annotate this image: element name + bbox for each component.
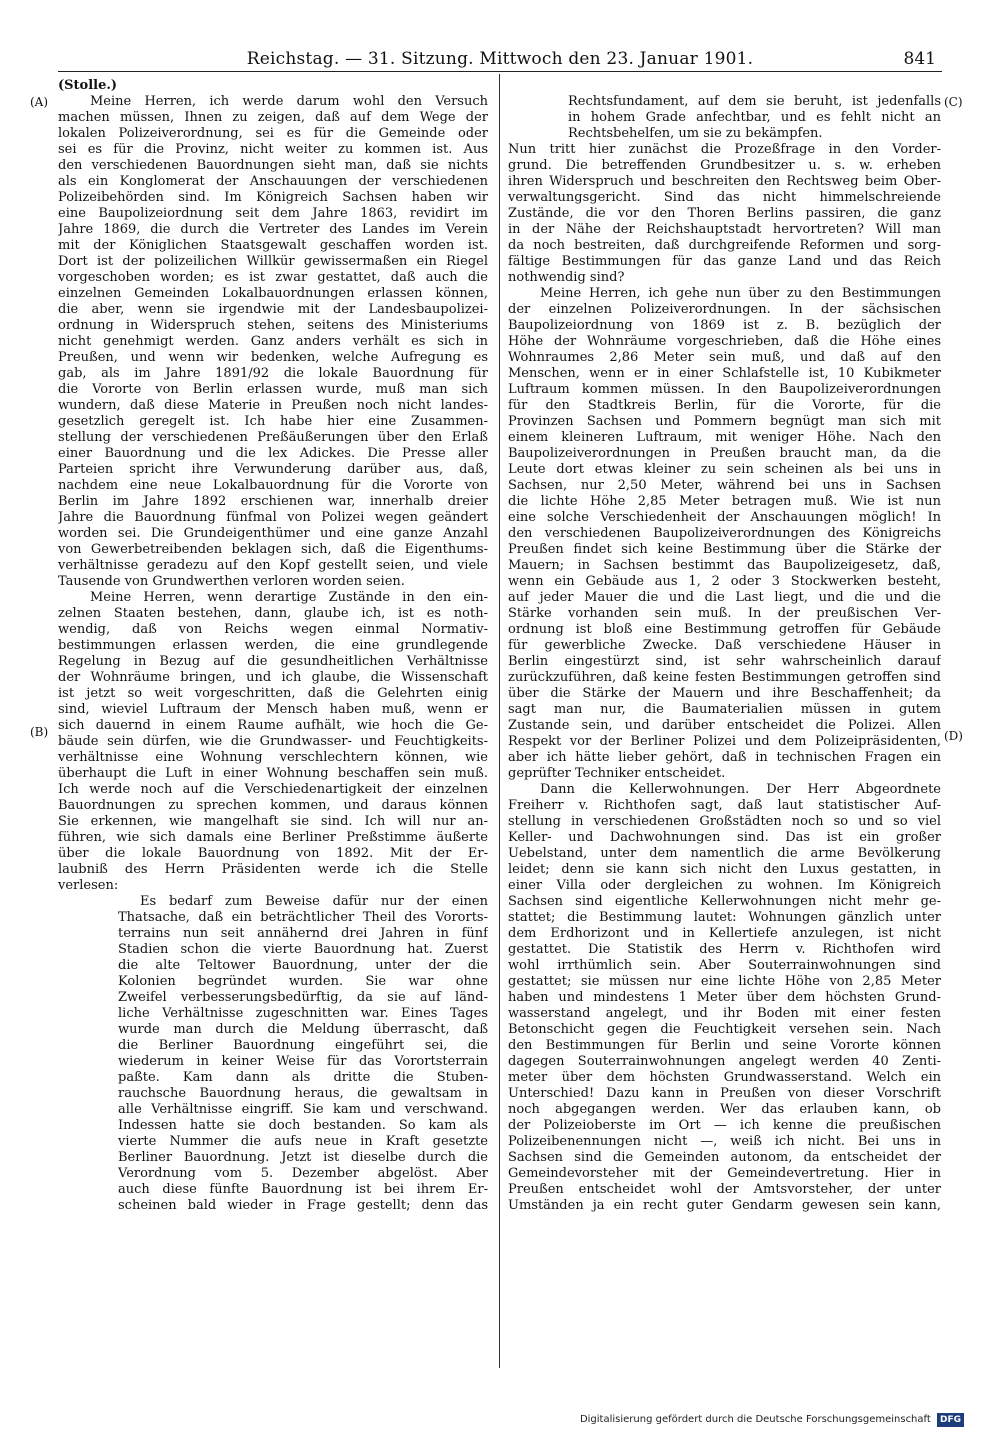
text-line: gab, als im Jahre 1891/92 die lokale Bauordnung für	[58, 366, 488, 381]
text-line: meter über dem höchsten Grundwasserstand. Welch ein	[508, 1070, 941, 1085]
text-line: bestimmungen erlassen werden, die eine grundlegende	[58, 638, 488, 653]
text-line: die lichte Höhe 2,85 Meter betragen muß. Wie ist nun	[508, 494, 941, 509]
text-line: Polizeibehörden sind. Im Königreich Sachsen haben wir	[58, 190, 488, 205]
text-line: wendig, daß von Reichs wegen einmal Normativ-	[58, 622, 488, 637]
text-line: Jahre die Bauordnung fünfmal von Polizei wegen geändert	[58, 510, 488, 525]
text-line: Parteien spricht ihre Verwunderung darüber aus, daß,	[58, 462, 488, 477]
text-line: Unterschied! Dazu kann in Preußen von dieser Vorschrift	[508, 1086, 941, 1101]
text-line: Es bedarf zum Beweise dafür nur der einen	[140, 894, 488, 909]
text-line: eine Baupolizeiordnung seit dem Jahre 1863, revidirt im	[58, 206, 488, 221]
text-line: in der Nähe der Reichshauptstadt hervortreten? Will man	[508, 222, 941, 237]
text-line: Thatsache, daß ein beträchtlicher Theil des Vororts-	[118, 910, 488, 925]
margin-mark-d: (D)	[944, 729, 963, 743]
text-line: Berlin im Jahre 1892 erschienen war, innerhalb dreier	[58, 494, 488, 509]
text-line: leidet; denn sie kann sich nicht den Luxus gestatten, in	[508, 862, 941, 877]
text-line: Keller- und Dachwohnungen sind. Das ist ein großer	[508, 830, 941, 845]
text-line: Respekt vor der Berliner Polizei und dem Polizeipräsidenten,	[508, 734, 941, 749]
text-line: bäude sein dürfen, wie die Grundwasser- und Feuchtigkeits-	[58, 734, 488, 749]
text-line: Baupolizeiverordnungen in Preußen braucht man, da die	[508, 446, 941, 461]
text-line: wohl irrthümlich sein. Aber Souterrainwohnungen sind	[508, 958, 941, 973]
text-line: die aber, wenn sie irgendwie mit der Landesbaupolizei-	[58, 302, 488, 317]
text-line: laubniß des Herrn Präsidenten werde ich die Stelle	[58, 862, 488, 877]
column-divider	[499, 74, 500, 1368]
text-line: ihren Widerspruch und beschreiten den Rechtsweg beim Ober-	[508, 174, 941, 189]
text-line: scheinen bald wieder in Frage gestellt; denn das	[118, 1198, 488, 1213]
text-line: grund. Die betreffenden Grundbesitzer u. s. w. erheben	[508, 158, 941, 173]
text-line: noch abgegangen werden. Wer das erlauben kann, ob	[508, 1102, 941, 1117]
text-line: Betonschicht gegen die Feuchtigkeit versehen sein. Nach	[508, 1022, 941, 1037]
text-line: terrains nun seit annähernd drei Jahren in fünf	[118, 926, 488, 941]
text-line: sagt man nur, die Baumaterialien müssen in gutem	[508, 702, 941, 717]
text-line: zurückzuführen, daß keine festen Bestimmungen getroffen sind	[508, 670, 941, 685]
text-line: Zustande sein, und darüber entscheidet die Polizei. Allen	[508, 718, 941, 733]
text-line: verhältnisse geradezu auf den Kopf gestellt seien, und viele	[58, 558, 488, 573]
text-line: lokalen Polizeiverordnung, sei es für die Gemeinde oder	[58, 126, 488, 141]
text-line: haben und mindestens 1 Meter über dem höchsten Grund-	[508, 990, 941, 1005]
text-line: ordnung ist bloß eine Bestimmung getroffen für Gebäude	[508, 622, 941, 637]
left-column	[58, 78, 488, 1214]
text-line: wundern, daß diese Materie in Preußen noch nicht landes-	[58, 398, 488, 413]
text-line: wasserstand angelegt, und ihr Boden mit einer festen	[508, 1006, 941, 1021]
text-line: Freiherr v. Richthofen sagt, daß laut statistischer Auf-	[508, 798, 941, 813]
text-line: Rechtsfundament, auf dem sie beruht, ist jedenfalls	[568, 94, 941, 109]
text-line: Jahre 1869, die durch die Vertreter des Landes im Verein	[58, 222, 488, 237]
text-line: Höhe der Wohnräume vorgeschrieben, daß die Höhe eines	[508, 334, 941, 349]
text-line: Regelung in Bezug auf die gesundheitlichen Verhältnisse	[58, 654, 488, 669]
text-line: sei es für die Provinz, nicht weiter zu kommen ist. Aus	[58, 142, 488, 157]
text-line: Sachsen sind die Gemeinden autonom, da entscheidet der	[508, 1150, 941, 1165]
text-line: Wohnraumes 2,86 Meter sein muß, und daß auf den	[508, 350, 941, 365]
text-line: fältige Bestimmungen für das ganze Land und das Reich	[508, 254, 941, 269]
text-line: Provinzen Sachsen und Pommern begnügt man sich mit	[508, 414, 941, 429]
text-line: über die lokale Bauordnung von 1892. Mit der Er-	[58, 846, 488, 861]
text-line: Indessen hatte sie doch bestanden. So kam als	[118, 1118, 488, 1133]
text-line: dagegen Souterrainwohnungen angelegt werden 40 Zenti-	[508, 1054, 941, 1069]
text-line: wenn ein Gebäude aus 1, 2 oder 3 Stockwerken besteht,	[508, 574, 941, 589]
text-line: liche Verhältnisse zugeschnitten war. Eines Tages	[118, 1006, 488, 1021]
right-column	[508, 94, 941, 1214]
text-line: da noch bestreiten, daß durchgreifende Reformen und sorg-	[508, 238, 941, 253]
text-line: von Gewerbetreibenden beklagen sich, daß die Eigenthums-	[58, 542, 488, 557]
page-number: 841	[903, 49, 936, 69]
text-line: gestattet. Die Statistik des Herrn v. Richthofen wird	[508, 942, 941, 957]
text-line: Luftraum kommen müssen. In den Baupolizeiverordnungen	[508, 382, 941, 397]
text-line: Preußen findet sich keine Bestimmung über die Stärke der	[508, 542, 941, 557]
text-line: Dort ist der polizeilichen Willkür gewissermaßen ein Riegel	[58, 254, 488, 269]
text-line: Stärke vorhanden sein muß. In der preußischen Ver-	[508, 606, 941, 621]
text-line: Nun tritt hier zunächst die Prozeßfrage in den Vorder-	[508, 142, 941, 157]
text-line: verhältnisse eine Wohnung verschlechtern können, wie	[58, 750, 488, 765]
text-line: Meine Herren, ich gehe nun über zu den Bestimmungen	[540, 286, 941, 301]
text-line: die alte Teltower Bauordnung, unter der die	[118, 958, 488, 973]
text-line: dem Erdhorizont und in Kellertiefe anzulegen, ist nicht	[508, 926, 941, 941]
margin-mark-b: (B)	[30, 725, 49, 739]
speaker-label: (Stolle.)	[58, 78, 118, 93]
text-line: sind, wieviel Luftraum der Mensch haben muß, wenn er	[58, 702, 488, 717]
text-line: geprüfter Techniker entscheidet.	[508, 766, 726, 781]
text-line: Zweifel verbesserungsbedürftig, da sie auf länd-	[118, 990, 488, 1005]
text-line: einer Bauordnung und die lex Adickes. Die Presse aller	[58, 446, 488, 461]
text-line: wiederum in keiner Weise für das Vorortsterrain	[118, 1054, 488, 1069]
text-line: Ich werde noch auf die Verschiedenartigkeit der einzelnen	[58, 782, 488, 797]
text-line: vorgeschoben worden; es ist zwar gestattet, daß auch die	[58, 270, 488, 285]
dfg-logo: DFG	[937, 1413, 964, 1427]
text-line: Baupolizeiordnung von 1869 ist z. B. bezüglich der	[508, 318, 941, 333]
text-line: zelnen Staaten bestehen, dann, glaube ich, ist es noth-	[58, 606, 488, 621]
page-header	[0, 48, 1000, 70]
text-line: worden sei. Die Grundeigenthümer und eine ganze Anzahl	[58, 526, 488, 541]
text-line: einem kleineren Luftraum, mit weniger Höhe. Nach den	[508, 430, 941, 445]
text-line: wurde man durch die Meldung überrascht, daß	[118, 1022, 488, 1037]
text-line: Preußen, und wenn wir bedenken, welche Aufregung es	[58, 350, 488, 365]
text-line: Rechtsbehelfen, um sie zu bekämpfen.	[568, 126, 823, 141]
text-line: einer Villa oder dergleichen zu wohnen. Im Königreich	[508, 878, 941, 893]
text-line: auf jeder Mauer die und die Last liegt, und die und die	[508, 590, 941, 605]
text-line: den verschiedenen Bauordnungen sieht man, daß sie nichts	[58, 158, 488, 173]
text-line: alle Verhältnisse eingriff. Sie kam und verschwand.	[118, 1102, 488, 1117]
text-line: paßte. Kam dann als dritte die Stuben-	[118, 1070, 488, 1085]
text-line: verlesen:	[58, 878, 119, 893]
margin-mark-c: (C)	[944, 95, 963, 109]
text-line: Verordnung vom 5. Dezember abgelöst. Aber	[118, 1166, 488, 1181]
text-line: die Berliner Bauordnung eingeführt sei, die	[118, 1038, 488, 1053]
text-line: Polizeibenennungen nicht —, weiß ich nicht. Bei uns in	[508, 1134, 941, 1149]
text-line: ordnung in Widerspruch stehen, seitens des Ministeriums	[58, 318, 488, 333]
text-line: Mauern; in Sachsen bestimmt das Baupolizeigesetz, daß,	[508, 558, 941, 573]
text-line: mit der Königlichen Staatsgewalt geschaffen worden ist.	[58, 238, 488, 253]
header-rule	[58, 71, 942, 72]
text-line: in hohem Grade anfechtbar, und es fehlt nicht an	[568, 110, 941, 125]
text-line: Preußen entscheidet wohl der Amtsvorsteher, der unter	[508, 1182, 941, 1197]
text-line: einzelnen Gemeinden Lokalbauordnungen erlassen können,	[58, 286, 488, 301]
quoted-passage	[58, 894, 488, 1214]
text-line: den Bestimmungen für Berlin und seine Vororte können	[508, 1038, 941, 1053]
text-line: Sachsen, nur 2,50 Meter, während bei uns in Sachsen	[508, 478, 941, 493]
text-line: überhaupt die Luft in einer Wohnung beschaffen sein muß.	[58, 766, 488, 781]
text-line: Stadien schon die vierte Bauordnung hat. Zuerst	[118, 942, 488, 957]
text-line: nachdem eine neue Lokalbauordnung für die Vororte von	[58, 478, 488, 493]
text-line: führen, wie sich damals eine Berliner Preßstimme äußerte	[58, 830, 488, 845]
text-line: sich dauernd in einem Raume aufhält, wie hoch die Ge-	[58, 718, 488, 733]
text-line: Kolonien begründet wurden. Sie war ohne	[118, 974, 488, 989]
text-line: der Wohnräume bringen, und ich glaube, die Wissenschaft	[58, 670, 488, 685]
text-line: Leute dort etwas kleiner zu sein scheinen als bei uns in	[508, 462, 941, 477]
text-line: Sachsen sind eigentliche Kellerwohnungen nicht mehr ge-	[508, 894, 941, 909]
text-line: gestattet; sie müssen nur eine lichte Höhe von 2,85 Meter	[508, 974, 941, 989]
text-line: Tausende von Grundwerthen verloren worden seien.	[58, 574, 405, 589]
text-line: der einzelnen Polizeiverordnungen. In der sächsischen	[508, 302, 941, 317]
text-line: eine solche Verschiedenheit der Anschauungen möglich! In	[508, 510, 941, 525]
text-line: ist jetzt so weit vorgeschritten, daß die Gelehrten einig	[58, 686, 488, 701]
text-line: über die Stärke der Mauern und ihre Beschaffenheit; da	[508, 686, 941, 701]
text-line: Meine Herren, ich werde darum wohl den Versuch	[90, 94, 488, 109]
digitization-credit	[580, 1413, 964, 1427]
text-line: Umständen ja ein recht guter Gendarm gewesen sein kann,	[508, 1198, 941, 1213]
text-line: gesetzlich geregelt ist. Ich habe hier eine Zusammen-	[58, 414, 488, 429]
text-line: für gewerbliche Zwecke. Daß verschiedene Häuser in	[508, 638, 941, 653]
text-line: als ein Konglomerat der Anschauungen der verschiedenen	[58, 174, 488, 189]
text-line: verwaltungsgericht. Sind das nicht himmelschreiende	[508, 190, 941, 205]
text-line: Sie erkennen, wie mangelhaft sie sind. Ich will nur an-	[58, 814, 488, 829]
text-line: vierte Nummer die aufs neue in Kraft gesetzte	[118, 1134, 488, 1149]
text-line: für den Stadtkreis Berlin, für die Vororte, für die	[508, 398, 941, 413]
text-line: Uebelstand, unter dem namentlich die arme Bevölkerung	[508, 846, 941, 861]
text-line: Berliner Bauordnung. Jetzt ist dieselbe durch die	[118, 1150, 488, 1165]
text-line: Gemeindevorsteher mit der Gemeindevertretung. Hier in	[508, 1166, 941, 1181]
text-line: machen müssen, Ihnen zu zeigen, daß auf dem Wege der	[58, 110, 488, 125]
text-line: rauchsche Bauordnung heraus, die gewaltsam in	[118, 1086, 488, 1101]
text-line: Meine Herren, wenn derartige Zustände in den ein-	[90, 590, 488, 605]
text-line: den verschiedenen Baupolizeiverordnungen des Königreichs	[508, 526, 941, 541]
text-line: nicht genehmigt werden. Ganz anders verhält es sich in	[58, 334, 488, 349]
header-title: Reichstag. — 31. Sitzung. Mittwoch den 23. Januar 1901.	[246, 49, 754, 69]
left-column-body	[58, 94, 488, 894]
text-line: auch diese fünfte Bauordnung ist bei ihrem Er-	[118, 1182, 488, 1197]
text-line: der Polizeioberste im Ort — ich kenne die preußischen	[508, 1118, 941, 1133]
text-line: stellung in verschiedenen Großstädten noch so und so viel	[508, 814, 941, 829]
text-line: Menschen, wenn er in einer Schlafstelle ist, 10 Kubikmeter	[508, 366, 941, 381]
text-line: nothwendig sind?	[508, 270, 625, 285]
text-line: Zustände, die vor den Thoren Berlins passiren, die ganz	[508, 206, 941, 221]
text-line: die Vororte von Berlin erlassen wurde, muß man sich	[58, 382, 488, 397]
text-line: stattet; die Bestimmung lautet: Wohnungen gänzlich unter	[508, 910, 941, 925]
text-line: Bauordnungen zu sprechen kommen, und daraus können	[58, 798, 488, 813]
text-line: Berlin eingestürzt sind, ist sehr wahrscheinlich darauf	[508, 654, 941, 669]
margin-mark-a: (A)	[30, 95, 49, 109]
text-line: Dann die Kellerwohnungen. Der Herr Abgeordnete	[540, 782, 941, 797]
text-line: aber ich hätte lieber gehört, daß in technischen Fragen ein	[508, 750, 941, 765]
text-line: stellung der verschiedenen Preßäußerungen über den Erlaß	[58, 430, 488, 445]
credit-text: Digitalisierung gefördert durch die Deutsche Forschungsgemeinschaft	[579, 1414, 931, 1425]
